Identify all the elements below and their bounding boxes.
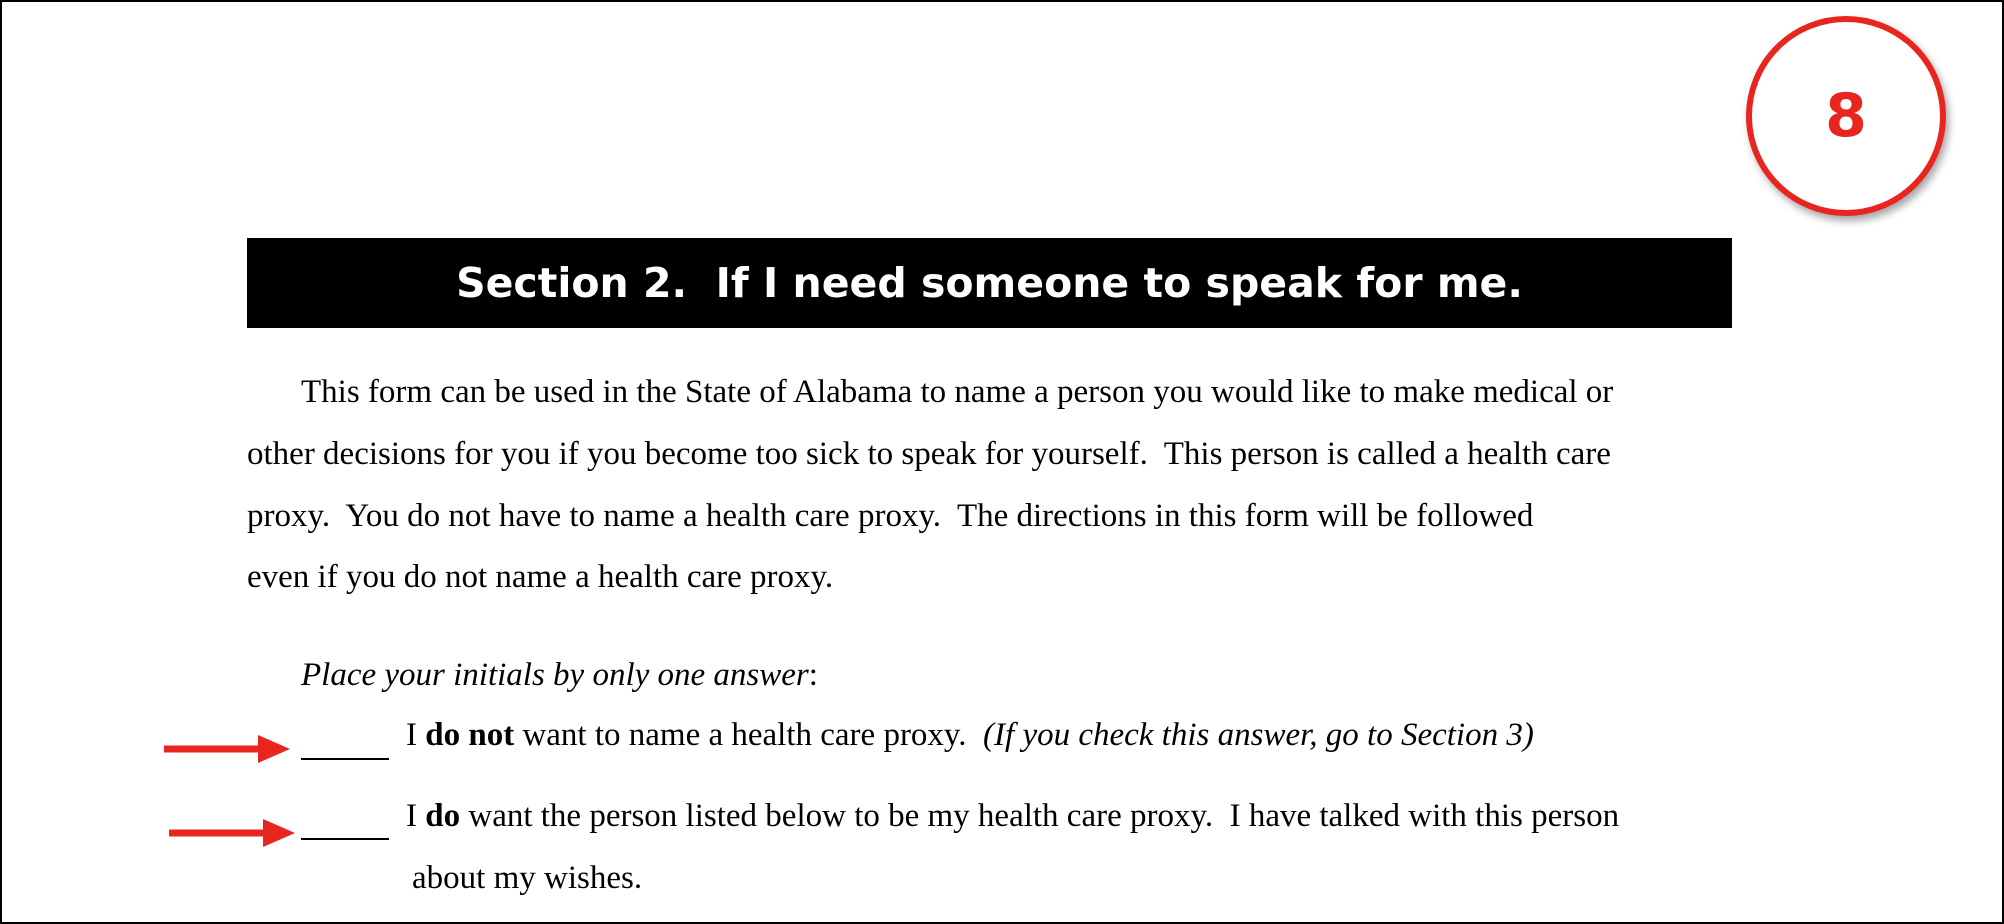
- intro-line-3: proxy. You do not have to name a health care proxy. The directions in this form will be followed: [247, 498, 1534, 534]
- option-prefix: I: [406, 798, 426, 834]
- page-number: 8: [1825, 81, 1867, 151]
- initials-blank-name-proxy[interactable]: [301, 838, 389, 840]
- right-arrow-icon: [167, 815, 297, 851]
- option-emphasis: do: [425, 798, 461, 834]
- instruction-text: [301, 657, 818, 694]
- intro-line-2: other decisions for you if you become too sick to speak for yourself. This person is called a health care: [247, 436, 1611, 472]
- right-arrow-icon: [162, 731, 292, 767]
- option-emphasis: do not: [425, 717, 515, 753]
- option-name-proxy: [406, 798, 1619, 835]
- section-title: Section 2. If I need someone to speak for me.: [456, 259, 1523, 307]
- instruction-italic: Place your initials by only one answer: [301, 657, 809, 693]
- intro-line-1: This form can be used in the State of Alabama to name a person you would like to make medical or: [301, 374, 1614, 410]
- option-note: (If you check this answer, go to Section 3): [983, 717, 1534, 753]
- instruction-suffix: :: [808, 657, 818, 693]
- option-text: want to name a health care proxy.: [514, 717, 984, 753]
- option-prefix: I: [406, 717, 426, 753]
- initials-blank-no-proxy[interactable]: [301, 758, 389, 760]
- intro-line-4: even if you do not name a health care proxy.: [247, 559, 834, 595]
- page-number-badge: [1746, 16, 1946, 216]
- section-banner: [247, 238, 1732, 328]
- option-continuation: about my wishes.: [412, 860, 643, 896]
- option-no-proxy: [406, 717, 1534, 754]
- option-text: want the person listed below to be my health care proxy. I have talked with this person: [460, 798, 1620, 834]
